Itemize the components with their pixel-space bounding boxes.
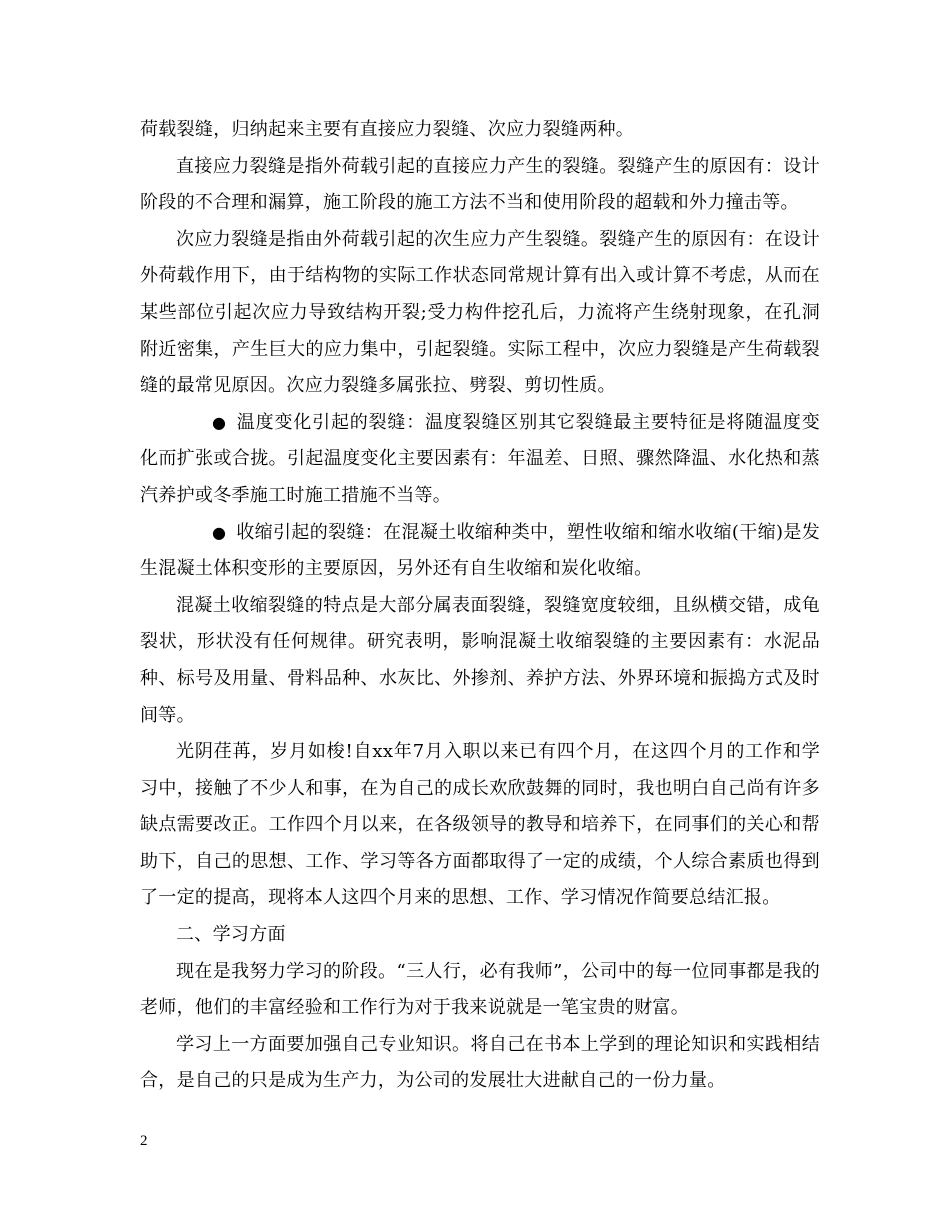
paragraph-text: 温度变化引起的裂缝：温度裂缝区别其它裂缝最主要特征是将随温度变化而扩张或合拢。引起温度变化主要因素有：年温差、日照、骤然降温、水化热和蒸汽养护或冬季施工时施工措施不当等。 [140, 411, 820, 506]
paragraph-text: 收缩引起的裂缝：在混凝土收缩种类中，塑性收缩和缩水收缩(干缩)是发生混凝土体积变形的主要原因，另外还有自生收缩和炭化收缩。 [140, 521, 820, 580]
paragraph-temperature-crack [140, 405, 820, 515]
paragraph-direct-stress-crack: 直接应力裂缝是指外荷载引起的直接应力产生的裂缝。裂缝产生的原因有：设计阶段的不合理和漏算，施工阶段的施工方法不当和使用阶段的超载和外力撞击等。 [140, 155, 820, 214]
paragraph-shrinkage-features: 混凝土收缩裂缝的特点是大部分属表面裂缝，裂缝宽度较细，且纵横交错，成龟裂状，形状没有任何规律。研究表明，影响混凝土收缩裂缝的主要因素有：水泥品种、标号及用量、骨料品种、水灰比、外掺剂、养护方法、外界环境和振捣方式及时间等。 [140, 594, 820, 726]
section-heading-study: 二、学习方面 [176, 924, 286, 946]
paragraph-secondary-stress-crack: 次应力裂缝是指由外荷载引起的次生应力产生裂缝。裂缝产生的原因有：在设计外荷载作用下，由于结构物的实际工作状态同常规计算有出入或计算不考虑，从而在某些部位引起次应力导致结构开裂;受力构件挖孔后，力流将产生绕射现象，在孔洞附近密集，产生巨大的应力集中，引起裂缝。实际工程中，次应力裂缝是产生荷载裂缝的最常见原因。次应力裂缝多属张拉、劈裂、剪切性质。 [140, 228, 820, 397]
document-body [140, 112, 820, 1100]
paragraph-shrinkage-crack [140, 515, 820, 588]
page-number: 2 [140, 1133, 148, 1149]
paragraph-work-summary: 光阴荏苒，岁月如梭!自xx年7月入职以来已有四个月，在这四个月的工作和学习中，接触了不少人和事，在为自己的成长欢欣鼓舞的同时，我也明白自己尚有许多缺点需要改正。工作四个月以来，在各级领导的教导和培养下，在同事们的关心和帮助下，自己的思想、工作、学习等各方面都取得了一定的成绩，个人综合素质也得到了一定的提高，现将本人这四个月来的思想、工作、学习情况作简要总结汇报。 [140, 741, 820, 909]
paragraph-study-knowledge: 学习上一方面要加强自己专业知识。将自己在书本上学到的理论知识和实践相结合，是自己的只是成为生产力，为公司的发展壮大进献自己的一份力量。 [140, 1033, 820, 1092]
paragraph-study-stage: 现在是我努力学习的阶段。“三人行，必有我师”，公司中的每一位同事都是我的老师，他们的丰富经验和工作行为对于我来说就是一笔宝贵的财富。 [140, 960, 820, 1019]
bullet-icon: ● [212, 412, 227, 432]
bullet-icon: ● [212, 522, 227, 542]
paragraph-continued: 荷载裂缝，归纳起来主要有直接应力裂缝、次应力裂缝两种。 [140, 119, 635, 140]
